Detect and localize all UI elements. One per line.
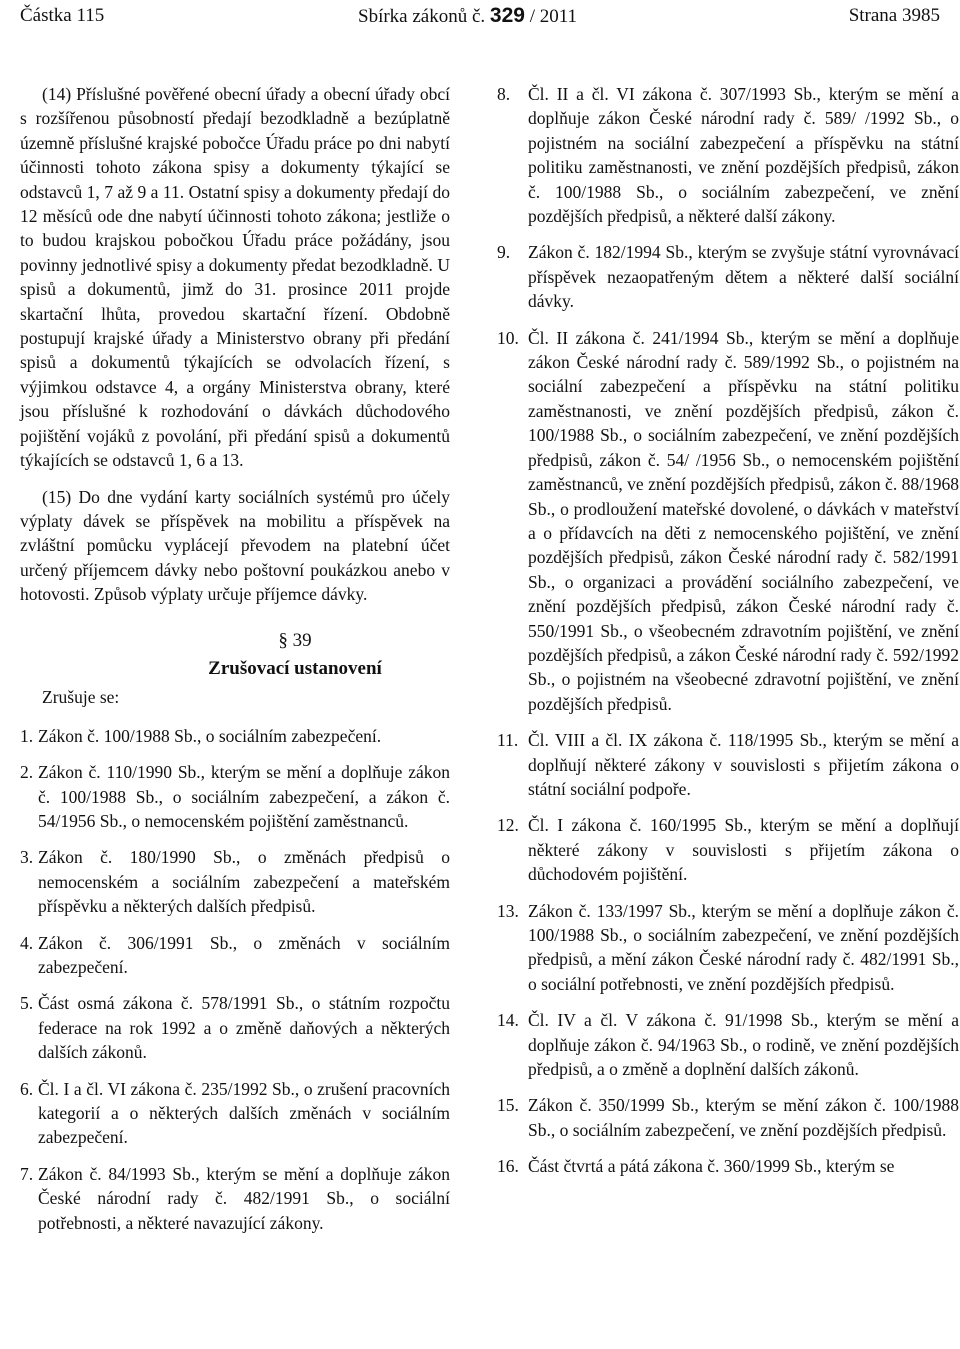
list-item bbox=[497, 326, 959, 717]
list-item-number: 14. bbox=[497, 1010, 519, 1031]
list-item-text: Čl. VIII a čl. IX zákona č. 118/1995 Sb., kterým se mění a doplňují některé zákony v souvislosti s přijetím zákona o státní sociální podpoře. bbox=[528, 730, 959, 799]
list-item bbox=[20, 760, 450, 833]
list-item-text: Zákon č. 180/1990 Sb., o změnách předpisů o nemocenském a sociálním zabezpečení a mateřském příspěvku a některých dalších předpisů. bbox=[38, 847, 450, 917]
list-item-text: Zákon č. 133/1997 Sb., kterým se mění a doplňuje zákon č. 100/1988 Sb., o sociálním zabezpečení, ve znění pozdějších předpisů, a mění zákon České národní rady č. 482/1991 Sb., o sociální potřebnosti, ve znění pozdějších předpisů. bbox=[528, 900, 959, 994]
list-item-text: Zákon č. 100/1988 Sb., o sociálním zabezpečení. bbox=[38, 725, 382, 746]
section-number: § 39 bbox=[278, 629, 312, 651]
list-item-number: 15. bbox=[497, 1095, 519, 1116]
list-item-text: Čl. I a čl. VI zákona č. 235/1992 Sb., o zrušení pracovních kategorií a o některých dalších změnách v sociálním zabezpečení. bbox=[38, 1078, 450, 1148]
list-item-number: 8. bbox=[497, 84, 511, 104]
list-item-number: 6. bbox=[20, 1078, 34, 1099]
paragraph-14: (14) Příslušné pověřené obecní úřady a obecní úřady obcí s rozšířenou působností předají bezodkladně a bezúplatně územně příslušné krajské pobočce Úřadu práce po dni nabytí účinnosti tohoto zákona spisy a dokumenty týkající se odstavců 1, 7 až 9 a 11. Ostatní spisy a dokumenty předají do 12 měsíců ode dne nabytí účinnosti tohoto zákona; jestliže o to budou krajskou pobočkou Úřadu práce požádány, jsou povinny jednotlivé spisy a dokumenty předat bezodkladně. U spisů a dokumentů, jimž do 31. prosince 2011 projde skartační lhůta, provedou skartační řízení. Obdobně postupují krajské úřady a Ministerstvo obrany při předání spisů a dokumentů týkajících se odvolacích řízení, s výjimkou odstavce 4, a orgány Ministerstva obrany, které jsou příslušné k rozhodování o dávkách důchodového pojištění vojáků z povolání, při předání spisů a dokumentů týkajících se odstavců 1, 6 a 13. bbox=[20, 84, 450, 471]
list-item bbox=[20, 991, 450, 1064]
left-column bbox=[20, 82, 450, 1247]
list-item-number: 10. bbox=[497, 327, 519, 348]
list-item-number: 12. bbox=[497, 815, 519, 836]
list-item-text: Zákon č. 306/1991 Sb., o změnách v sociálním zabezpečení. bbox=[38, 932, 450, 977]
list-item-text: Část čtvrtá a pátá zákona č. 360/1999 Sb., kterým se bbox=[528, 1156, 895, 1177]
list-item-text: Čl. I zákona č. 160/1995 Sb., kterým se mění a doplňují některé zákony v souvislosti s přijetím zákona o důchodovém pojištění. bbox=[528, 815, 959, 885]
list-item bbox=[20, 931, 450, 980]
list-item bbox=[497, 899, 959, 997]
list-item-text: Čl. II zákona č. 241/1994 Sb., kterým se mění a doplňuje zákon České národní rady č. 589/1992 Sb., o pojistném na sociální zabezpečení a příspěvku na státní politiku zaměstnanosti, ve znění pozdějších předpisů, zákon č. 100/1988 Sb., o sociálním zabezpečení, ve znění pozdějších předpisů, zákon č. 54/ /1956 Sb., o nemocenském pojištění zaměstnanců, ve znění pozdějších předpisů, zákon č. 88/1968 Sb., o prodloužení mateřské dovolené, o dávkách v mateřství a o přídavcích na děti z nemocenského pojištění, ve znění pozdějších předpisů, zákon České národní rady č. 582/1991 Sb., o organizaci a provádění sociálního zabezpečení, ve znění pozdějších předpisů, zákon České národní rady č. 550/1991 Sb., o všeobecném zdravotním pojištění, ve znění pozdějších předpisů, a zákon České národní rady č. 592/1992 Sb., o pojistném na všeobecné zdravotní pojištění, ve znění pozdějších předpisů. bbox=[528, 327, 959, 714]
list-item-number: 5. bbox=[20, 993, 34, 1014]
list-item bbox=[20, 1162, 450, 1235]
list-item-number: 9. bbox=[497, 242, 511, 263]
header-collection-label: Sbírka zákonů č. bbox=[358, 6, 486, 27]
list-item bbox=[497, 82, 959, 228]
header-collection bbox=[358, 6, 577, 27]
list-item-text: Čl. II a čl. VI zákona č. 307/1993 Sb., kterým se mění a doplňuje zákon České národní rady č. 589/ /1992 Sb., o pojistném na sociální zabezpečení a příspěvku na státní politiku zaměstnanosti, ve znění pozdějších předpisů, zákon č. 100/1988 Sb., o sociálním zabezpečení, ve znění pozdějších předpisů, a některé další zákony. bbox=[528, 84, 959, 227]
list-item-text: Zákon č. 182/1994 Sb., kterým se zvyšuje státní vyrovnávací příspěvek nezaopatřeným dětem a některé další sociální dávky. bbox=[528, 242, 959, 312]
list-item-text: Čl. IV a čl. V zákona č. 91/1998 Sb., kterým se mění a doplňuje zákon č. 94/1963 Sb., o rodině, ve znění pozdějších předpisů, a o změně a doplnění dalších zákonů. bbox=[528, 1010, 959, 1080]
list-item bbox=[20, 1077, 450, 1150]
list-item-number: 11. bbox=[497, 730, 519, 751]
list-item-number: 3. bbox=[20, 847, 34, 868]
right-column bbox=[497, 82, 959, 1191]
repeal-intro: Zrušuje se: bbox=[42, 687, 120, 708]
list-item-text: Zákon č. 110/1990 Sb., kterým se mění a doplňuje zákon č. 100/1988 Sb., o sociálním zabezpečení, a zákon č. 54/1956 Sb., o nemocenském pojištění zaměstnanců. bbox=[38, 762, 450, 831]
repealed-list-left bbox=[20, 724, 450, 1235]
list-item-number: 4. bbox=[20, 932, 34, 953]
header-page-number: Strana 3985 bbox=[848, 5, 940, 26]
list-item-text: Zákon č. 84/1993 Sb., kterým se mění a doplňuje zákon České národní rady č. 482/1991 Sb., o sociální potřebnosti, a některé navazující zákony. bbox=[38, 1163, 450, 1233]
list-item-number: 2. bbox=[20, 762, 34, 783]
paragraph-15: (15) Do dne vydání karty sociálních systémů pro účely výplaty dávek se příspěvek na mobilitu a příspěvek na zvláštní pomůcku vyplácejí převodem na platební účet určený příjemcem dávky nebo poštovní poukázkou anebo v hotovosti. Způsob výplaty určuje příjemce dávky. bbox=[20, 486, 450, 605]
list-item-text: Část osmá zákona č. 578/1991 Sb., o státním rozpočtu federace na rok 1992 a o změně daňových a některých dalších zákonů. bbox=[38, 993, 450, 1063]
list-item bbox=[497, 240, 959, 313]
list-item-text: Zákon č. 350/1999 Sb., kterým se mění zákon č. 100/1988 Sb., o sociálním zabezpečení, ve znění pozdějších předpisů. bbox=[528, 1095, 959, 1140]
list-item bbox=[497, 1154, 959, 1178]
list-item-number: 1. bbox=[20, 725, 34, 746]
list-item bbox=[20, 845, 450, 918]
header-part: Částka 115 bbox=[20, 5, 105, 26]
list-item-number: 16. bbox=[497, 1156, 519, 1177]
header-collection-year: / 2011 bbox=[529, 6, 578, 27]
list-item bbox=[497, 813, 959, 886]
header-collection-number: 329 bbox=[489, 4, 525, 27]
list-item bbox=[20, 724, 450, 748]
list-item-number: 7. bbox=[20, 1163, 34, 1184]
list-item bbox=[497, 1093, 959, 1142]
list-item bbox=[497, 728, 959, 801]
repealed-list-right bbox=[497, 82, 959, 1179]
section-title: Zrušovací ustanovení bbox=[208, 657, 382, 679]
list-item bbox=[497, 1008, 959, 1081]
list-item-number: 13. bbox=[497, 900, 519, 921]
